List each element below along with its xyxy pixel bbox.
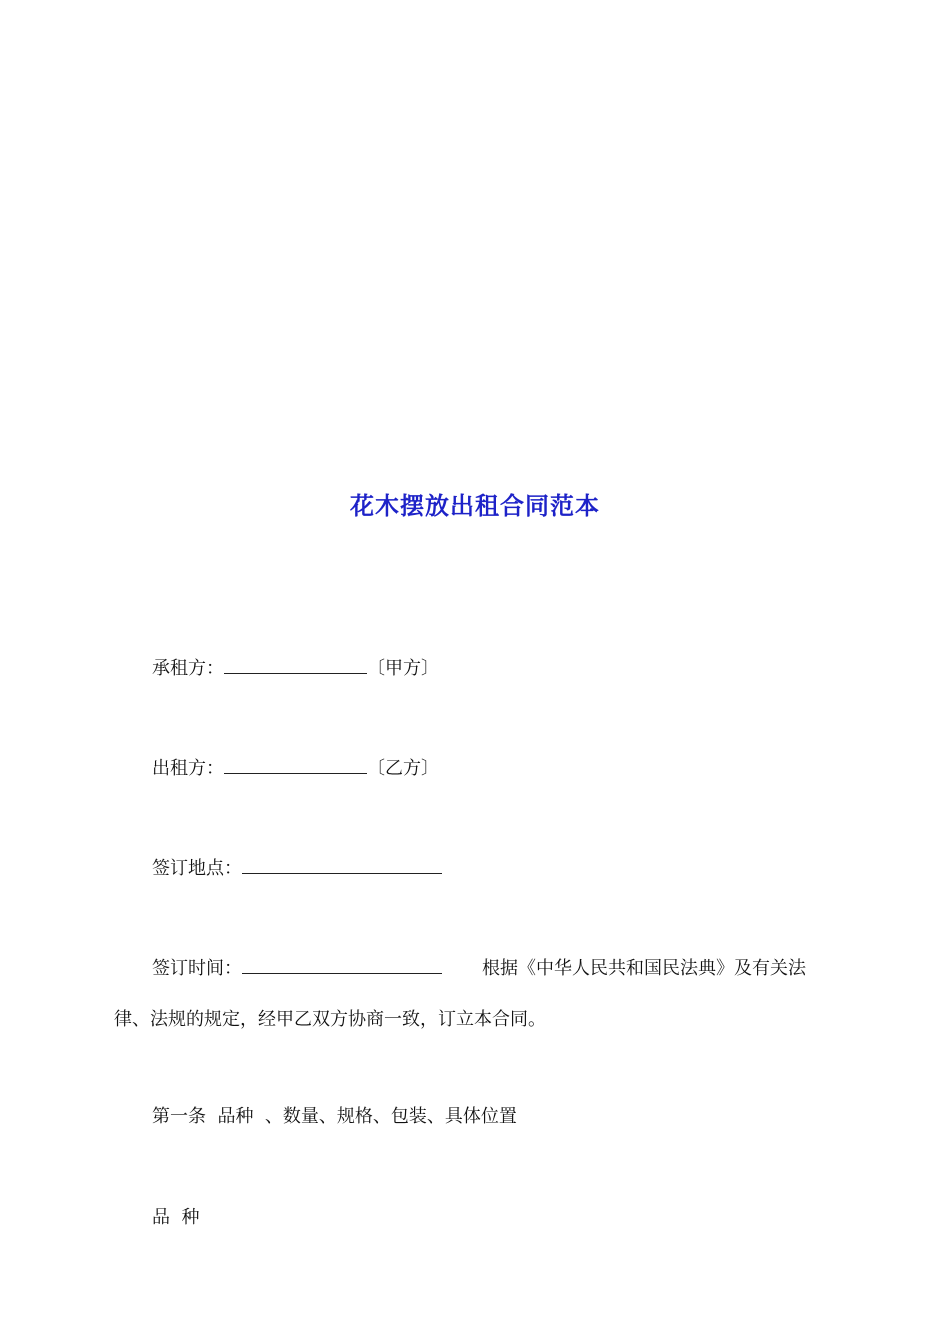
signing-place-blank[interactable] <box>242 857 442 874</box>
lessor-suffix: 〔乙方〕 <box>367 758 439 779</box>
preamble-start: 根据《中华人民共和国民法典》及有关法 <box>482 958 806 979</box>
signing-time-label: 签订时间： <box>152 958 242 979</box>
signing-place-line <box>152 856 442 882</box>
signing-place-label: 签订地点： <box>152 858 242 879</box>
signing-time-blank[interactable] <box>242 957 442 974</box>
lessee-label: 承租方： <box>152 658 224 679</box>
lessee-suffix: 〔甲方〕 <box>367 658 439 679</box>
article-1-heading: 第一条 品种 、数量、规格、包装、具体位置 <box>152 1106 517 1127</box>
lessee-line <box>152 656 439 682</box>
lessor-line <box>152 756 439 782</box>
lessor-label: 出租方： <box>152 758 224 779</box>
signing-time-line <box>152 956 806 982</box>
lessor-blank[interactable] <box>224 757 367 774</box>
preamble-end: 律、法规的规定，经甲乙双方协商一致，订立本合同。 <box>114 1009 546 1030</box>
document-title: 花木摆放出租合同范本 <box>350 491 600 520</box>
lessee-blank[interactable] <box>224 657 367 674</box>
variety-label: 品 种 <box>152 1207 200 1228</box>
